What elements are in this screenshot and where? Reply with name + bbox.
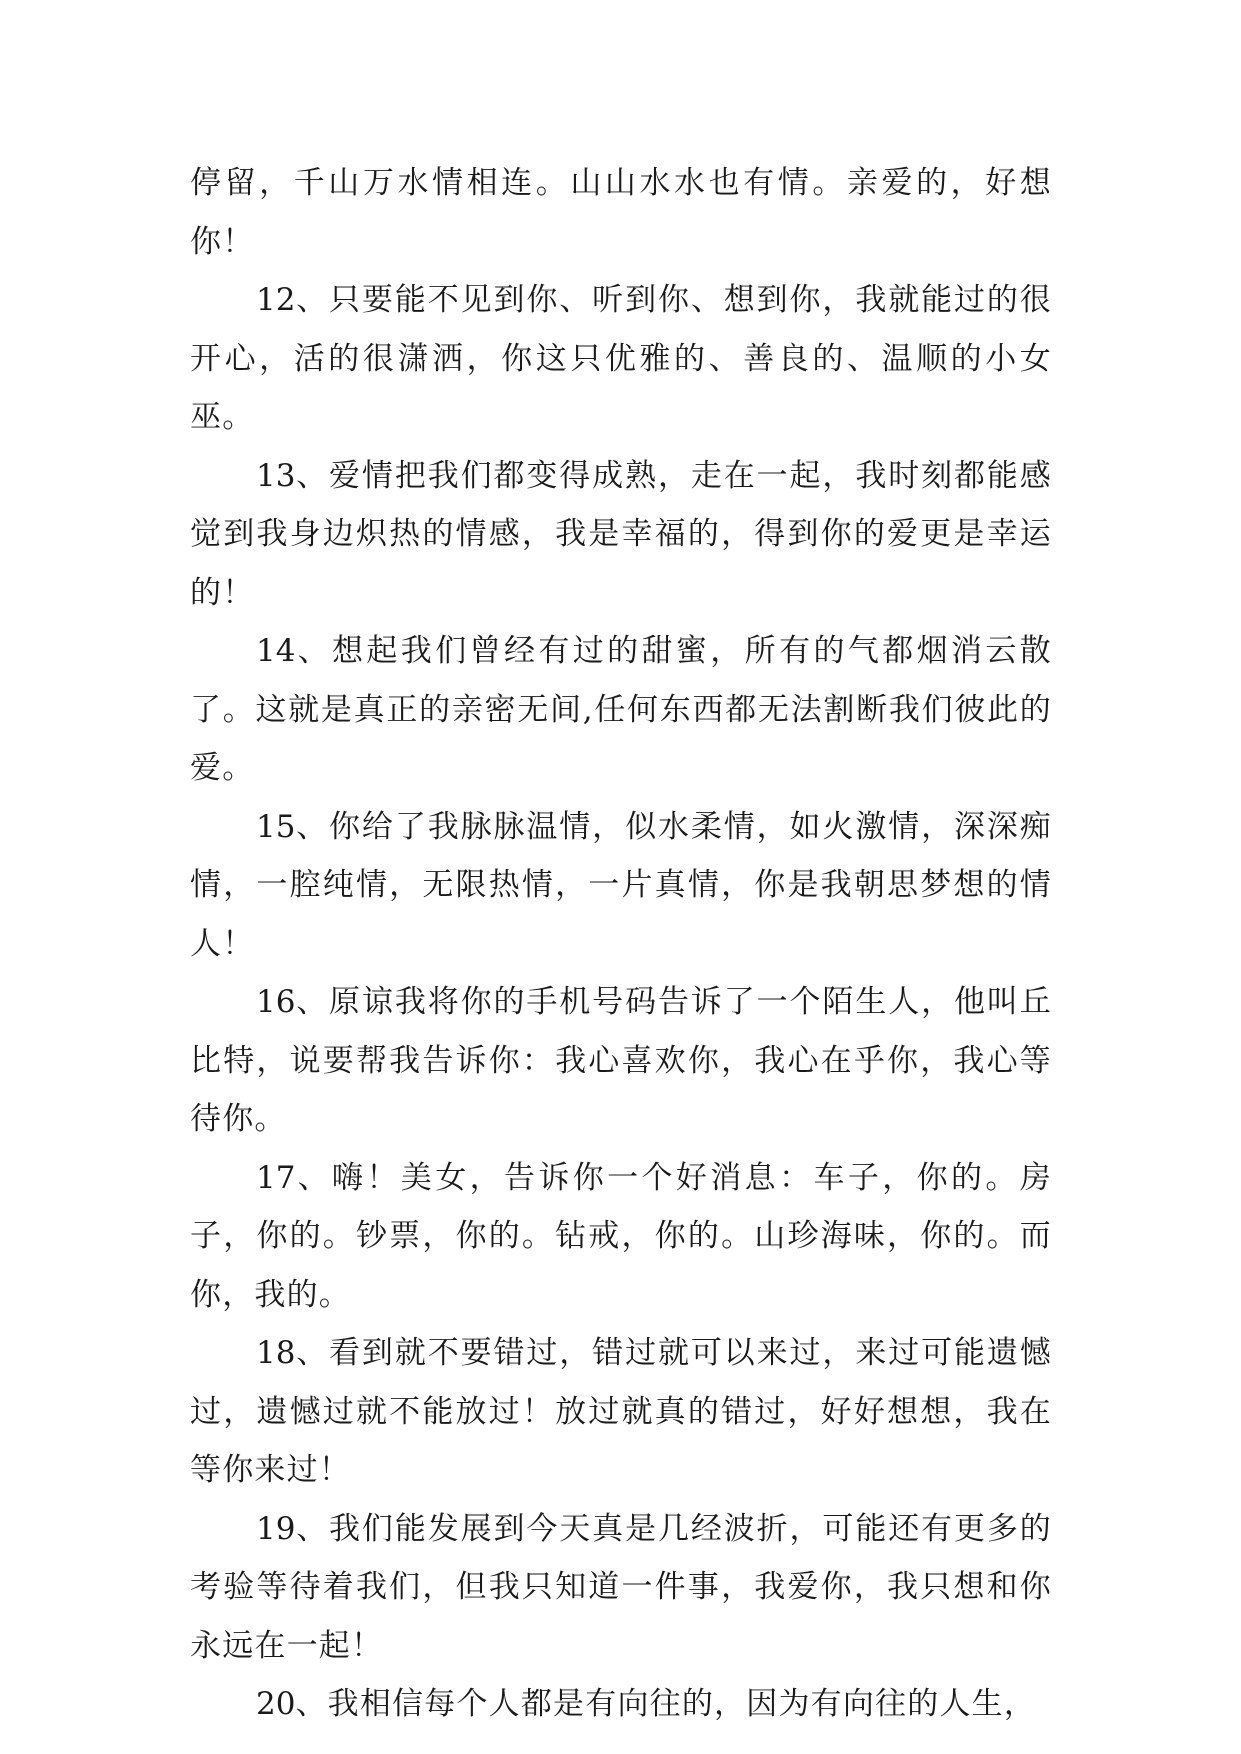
paragraph (190, 154, 1052, 271)
paragraph (190, 973, 1052, 1149)
document-body (190, 154, 1052, 1734)
paragraph-number: 20 (256, 1686, 296, 1722)
paragraph (190, 1675, 1052, 1734)
paragraph (190, 271, 1052, 447)
paragraph-text: 、你给了我脉脉温情，似水柔情，如火激情，深深痴情，一腔纯情，无限热情，一片真情，你是我朝思梦想的情人！ (190, 808, 1052, 962)
paragraph-text: 、想起我们曾经有过的甜蜜，所有的气都烟消云散了。这就是真正的亲密无间,任何东西都无法割断我们彼此的爱。 (190, 633, 1052, 786)
paragraph-number: 16 (256, 984, 296, 1020)
paragraph-number: 18 (256, 1335, 296, 1371)
paragraph-number: 14 (256, 633, 296, 669)
paragraph-number: 15 (256, 808, 296, 845)
paragraph (190, 798, 1052, 974)
paragraph-text: 、我们能发展到今天真是几经波折，可能还有更多的考验等待着我们，但我只知道一件事，我爱你，我只想和你永远在一起！ (190, 1510, 1052, 1664)
paragraph (190, 1324, 1052, 1500)
paragraph-number: 19 (256, 1510, 296, 1547)
paragraph-number: 12 (256, 282, 296, 318)
paragraph (190, 1149, 1052, 1325)
paragraph-text: 、我相信每个人都是有向往的，因为有向往的人生， (295, 1686, 1037, 1722)
paragraph (190, 1500, 1052, 1676)
paragraph-text: 、只要能不见到你、听到你、想到你，我就能过的很开心，活的很潇洒，你这只优雅的、善良的、温顺的小女巫。 (190, 282, 1052, 435)
paragraph-text: 、原谅我将你的手机号码告诉了一个陌生人，他叫丘比特，说要帮我告诉你：我心喜欢你，我心在乎你，我心等待你。 (190, 984, 1052, 1137)
paragraph-text: 停留，千山万水情相连。山山水水也有情。亲爱的，好想你！ (190, 165, 1052, 260)
paragraph-number: 13 (256, 457, 296, 494)
paragraph (190, 447, 1052, 623)
paragraph-text: 、看到就不要错过，错过就可以来过，来过可能遗憾过，遗憾过就不能放过！放过就真的错过，好好想想，我在等你来过！ (190, 1335, 1052, 1488)
paragraph-text: 、爱情把我们都变得成熟，走在一起，我时刻都能感觉到我身边炽热的情感，我是幸福的，得到你的爱更是幸运的！ (190, 457, 1052, 611)
paragraph (190, 622, 1052, 798)
paragraph-number: 17 (256, 1159, 296, 1196)
paragraph-text: 、嗨！美女，告诉你一个好消息：车子，你的。房子，你的。钞票，你的。钻戒，你的。山珍海味，你的。而你，我的。 (190, 1159, 1052, 1313)
